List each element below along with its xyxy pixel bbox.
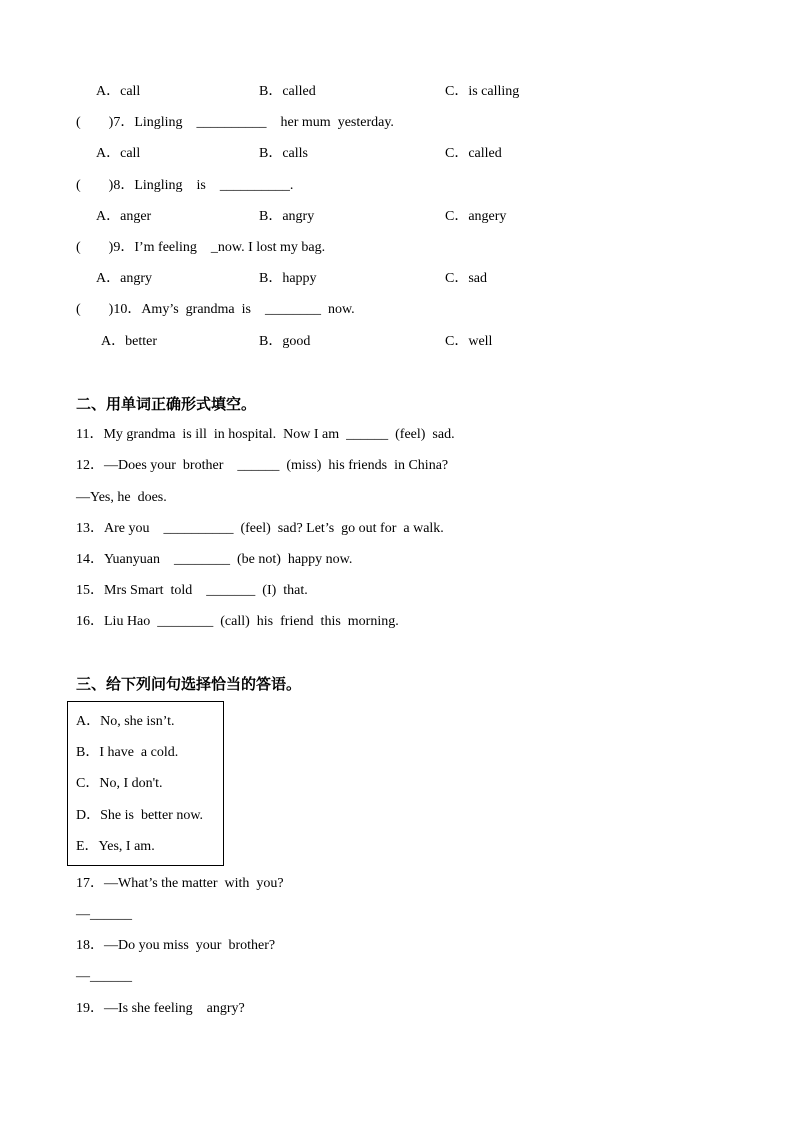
question-12-answer: —Yes, he does. — [76, 490, 167, 505]
question-11: 11．My grandma is ill in hospital. Now I am ______ (feel) sad. — [76, 427, 455, 442]
question-15: 15．Mrs Smart told _______ (I) that. — [76, 583, 308, 598]
question-12: 12．—Does your brother ______ (miss) his friends in China? — [76, 458, 449, 473]
question-17-blank: —______ — [76, 907, 132, 922]
q10-option-b: B．good — [259, 334, 311, 349]
q6-option-a: A．call — [96, 84, 141, 99]
question-13: 13．Are you __________ (feel) sad? Let’s go out for a walk. — [76, 521, 444, 536]
section-2-heading: 二、用单词正确形式填空。 — [76, 395, 257, 413]
q9-option-c: C．sad — [445, 271, 487, 286]
question-9: ( )9．I’m feeling _now. I lost my bag. — [76, 240, 326, 255]
box-option-c: C．No, I don't. — [76, 776, 163, 791]
question-19: 19．—Is she feeling angry? — [76, 1001, 245, 1016]
q7-option-b: B．calls — [259, 146, 308, 161]
question-18-blank: —______ — [76, 969, 132, 984]
q10-option-c: C．well — [445, 334, 493, 349]
q8-option-c: C．angery — [445, 209, 507, 224]
q8-option-b: B．angry — [259, 209, 315, 224]
q6-option-b: B．called — [259, 84, 316, 99]
q7-option-c: C．called — [445, 146, 502, 161]
q9-option-b: B．happy — [259, 271, 317, 286]
question-16: 16．Liu Hao ________ (call) his friend this morning. — [76, 614, 399, 629]
question-14: 14．Yuanyuan ________ (be not) happy now. — [76, 552, 353, 567]
box-option-d: D．She is better now. — [76, 808, 204, 823]
q10-option-a: A．better — [101, 334, 157, 349]
section-3-heading: 三、给下列问句选择恰当的答语。 — [76, 675, 302, 693]
box-option-b: B．I have a cold. — [76, 745, 179, 760]
question-17: 17．—What’s the matter with you? — [76, 876, 284, 891]
box-option-a: A．No, she isn’t. — [76, 714, 175, 729]
q8-option-a: A．anger — [96, 209, 152, 224]
q6-option-c: C．is calling — [445, 84, 520, 99]
question-10: ( )10．Amy’s grandma is ________ now. — [76, 302, 355, 317]
question-18: 18．—Do you miss your brother? — [76, 938, 276, 953]
box-option-e: E．Yes, I am. — [76, 839, 155, 854]
q9-option-a: A．angry — [96, 271, 152, 286]
q7-option-a: A．call — [96, 146, 141, 161]
question-7: ( )7．Lingling __________ her mum yesterday. — [76, 115, 394, 130]
question-8: ( )8．Lingling is __________. — [76, 178, 294, 193]
